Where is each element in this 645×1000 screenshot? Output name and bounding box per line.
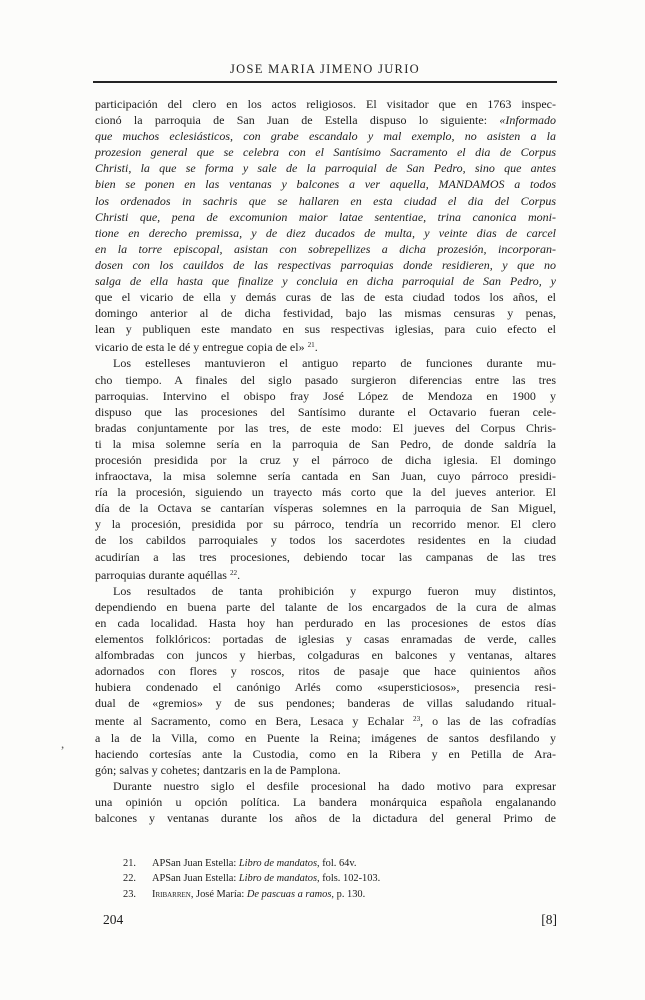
text-line <box>95 112 556 128</box>
text-segment: dispuso que las procesiones del Santísimo durante el Octavario fueran cele- <box>95 404 556 419</box>
footnote-item <box>123 887 558 902</box>
text-segment: , José María: <box>190 888 247 900</box>
text-segment: que el vicario de ella y demás curas de las de esta ciudad todos los años, el <box>95 290 556 305</box>
text-segment: vicario de esta le dé y entregue copia de el» <box>95 340 308 355</box>
text-segment: en cada localidad. Hasta hoy han perdurado en las procesiones de estos días <box>95 615 556 630</box>
text-line <box>95 305 556 321</box>
text-segment: Christi que, pena de excomunion maior latae sententiae, trina canonica moni- <box>95 209 556 224</box>
text-segment: elementos folklóricos: portadas de iglesias y casas enramadas de verde, calles <box>95 632 556 646</box>
text-segment: Libro de mandatos <box>238 873 318 885</box>
text-segment: De pascuas a ramos <box>246 888 332 900</box>
text-line <box>95 599 556 615</box>
text-segment: tione en derecho premissa, y de diez ducados de multa, y veinte dias de carcel <box>95 225 556 240</box>
text-line <box>95 193 556 209</box>
text-line <box>95 273 556 289</box>
text-line <box>95 794 556 810</box>
text-segment: , o las de las cofradías <box>420 714 556 729</box>
text-segment: alfombradas con juncos y hierbas, colgaduras en balcones y ventanas, altares <box>95 648 556 663</box>
text-segment: procesión presidida por la cruz y el párroco de dicha iglesia. El domingo <box>95 453 556 468</box>
text-segment: cho tiempo. A finales del siglo pasado surgieron diferencias entre las tres <box>95 372 556 387</box>
text-line <box>95 647 556 663</box>
text-segment: Christi, la que se forma y sale de la parroquial de San Pedro, sino que antes <box>95 161 556 176</box>
text-segment: en la torre episcopal, asistan con sobrepellizes a dicha prozesión, incorporan- <box>95 241 556 256</box>
text-segment: APSan Juan Estella: <box>152 858 239 869</box>
text-line <box>95 128 556 144</box>
footnote-item <box>123 856 558 871</box>
text-segment: que muchos eclesiásticos, con grabe escandalo y mal exemplo, no asisten a la <box>95 129 556 144</box>
text-line <box>95 436 556 452</box>
text-segment: y la procesión, presidida por su párroco, tendría un recorrido menor. El clero <box>95 517 556 532</box>
text-segment: mente al Sacramento, como en Bera, Lesaca y Echalar <box>95 714 413 729</box>
text-segment: dosen con los cauildos de las respectivas parroquias donde residieren, y que no <box>95 257 556 272</box>
text-line <box>95 615 556 631</box>
footnote-number: 21. <box>123 858 136 869</box>
footnote-number: 22. <box>123 873 136 885</box>
text-segment: . <box>237 567 241 582</box>
page-number: 204 <box>103 912 124 927</box>
text-line <box>95 241 556 257</box>
footnote-reference: 23 <box>412 715 421 724</box>
text-line <box>95 209 556 225</box>
text-line <box>95 96 556 112</box>
text-line <box>95 225 556 241</box>
text-line <box>95 420 556 436</box>
text-line <box>95 337 556 355</box>
text-line <box>95 372 556 388</box>
footnotes-block <box>123 856 558 902</box>
text-segment: acudirían a las tres procesiones, debiendo tocar las campanas de las tres <box>95 549 556 564</box>
text-segment: bradas conjuntamente por las tres, de este modo: El jueves del Corpus Chris- <box>95 420 556 435</box>
footnote-text <box>152 856 558 871</box>
text-line <box>95 468 556 484</box>
text-line <box>95 810 556 826</box>
text-line <box>95 404 556 420</box>
text-line <box>95 289 556 305</box>
text-line <box>95 257 556 273</box>
text-segment: , fols. 102-103. <box>317 873 381 885</box>
text-line <box>95 583 556 599</box>
scan-artifact-mark: , <box>61 736 65 751</box>
text-line <box>95 532 556 548</box>
text-line <box>95 746 556 762</box>
text-segment: haciendo cortesías ante la Custodia, como en la Ribera y en Petilla de Ara- <box>95 746 556 761</box>
running-header-author: JOSE MARIA JIMENO JURIO <box>230 62 420 76</box>
text-line <box>95 762 556 778</box>
text-line <box>95 663 556 679</box>
text-segment: APSan Juan Estella: <box>152 873 239 885</box>
header-rule <box>93 81 557 83</box>
text-line <box>95 565 556 583</box>
text-segment: salga de ella hasta que finalize y concluia en dicha parroquial de San Pedro, y <box>95 274 556 289</box>
text-line <box>95 695 556 711</box>
text-segment: ti la misa solemne sería en la parroquia de San Pedro, de donde saldría la <box>95 436 556 451</box>
text-line <box>95 500 556 516</box>
footnote-reference: 21 <box>307 341 315 350</box>
text-segment: Libro de mandatos <box>238 858 318 869</box>
text-line <box>95 144 556 160</box>
text-segment: Los resultados de tanta prohibición y expurgo fueron muy distintos, <box>113 583 556 598</box>
text-segment: , p. 130. <box>331 888 366 900</box>
text-line <box>95 778 556 794</box>
text-line <box>95 631 556 647</box>
footnote-text <box>152 871 558 886</box>
text-segment: parroquias. Intervino el obispo fray José López de Mendoza en 1900 y <box>95 388 556 403</box>
footnote-reference: 22 <box>229 568 238 577</box>
footnote-item <box>123 871 558 886</box>
text-segment: prozesion general que se celebra con el Santísimo Sacramento el dia de Corpus <box>95 145 556 160</box>
text-segment: Los estelleses mantuvieron el antiguo reparto de funciones durante mu- <box>113 356 556 371</box>
text-line <box>95 516 556 532</box>
text-line <box>95 160 556 176</box>
text-line <box>95 321 556 337</box>
text-segment: hubiera condenado el canónigo Arlés como «supersticiosos», presencia resi- <box>95 680 556 695</box>
text-segment: los ordenados in sachris que se hallaren en esta ciudad el dia del Corpus <box>95 193 556 208</box>
text-segment: . <box>314 340 318 355</box>
text-segment: de los cabildos parroquiales y todos los sacerdotes residentes en la ciudad <box>95 533 556 548</box>
text-segment: cionó la parroquia de San Juan de Estella dispuso lo siguiente: <box>95 113 500 128</box>
text-line <box>95 388 556 404</box>
text-line <box>95 176 556 192</box>
text-segment: bien se ponen en las ventanas y balcones a ver aquella, MANDAMOS a todos <box>95 177 556 192</box>
text-line <box>95 484 556 500</box>
text-line <box>95 452 556 468</box>
text-segment: a la de la Villa, como en Puente la Reina; imágenes de santos desfilando y <box>95 730 556 745</box>
folio-marker: [8] <box>541 912 557 927</box>
text-line <box>95 679 556 695</box>
text-segment: lean y publiquen este mandato en sus respectivas iglesias, para cuio efecto el <box>95 322 556 337</box>
text-segment: infraoctava, la misa solemne sería cantada en San Juan, cuyo párroco presidi- <box>95 469 556 484</box>
text-segment: Durante nuestro siglo el desfile procesional ha dado motivo para expresar <box>113 778 556 793</box>
text-segment: «Informado <box>499 113 556 128</box>
text-segment: dependiendo en buena parte del talante de los encargados de la cura de almas <box>95 599 556 614</box>
text-segment: , fol. 64v. <box>317 858 357 869</box>
footnote-number: 23. <box>123 888 136 900</box>
text-segment: ría la procesión, siguiendo un trayecto más corto que la del jueves anterior. El <box>95 485 556 500</box>
text-segment: adornados con flores y roscos, ritos de pasaje que hace quinientos años <box>95 664 556 679</box>
text-line <box>95 549 556 565</box>
text-segment: día de la Octava se cantarían vísperas solemnes en la parroquia de San Miguel, <box>95 501 556 516</box>
text-segment: gón; salvas y cohetes; dantzaris en la de Pamplona. <box>95 762 341 777</box>
text-line <box>95 730 556 746</box>
body-text <box>95 96 556 826</box>
text-segment: una opinión u opción política. La bandera monárquica española engalanando <box>95 794 556 809</box>
text-segment: dual de «gremios» y de sus pendones; banderas de villas saludando ritual- <box>95 696 556 711</box>
text-segment: parroquias durante aquéllas <box>95 567 230 582</box>
text-line <box>95 355 556 371</box>
footnote-text <box>152 887 558 902</box>
text-segment: participación del clero en los actos religiosos. El visitador que en 1763 inspec- <box>95 97 556 111</box>
text-line <box>95 711 556 729</box>
text-segment: domingo anterior al de dicha festividad, bajo las mismas censuras y penas, <box>95 306 556 321</box>
text-segment: Iribarren <box>152 888 191 900</box>
text-segment: balcones y ventanas durante los años de la dictadura del general Primo de <box>95 810 556 825</box>
